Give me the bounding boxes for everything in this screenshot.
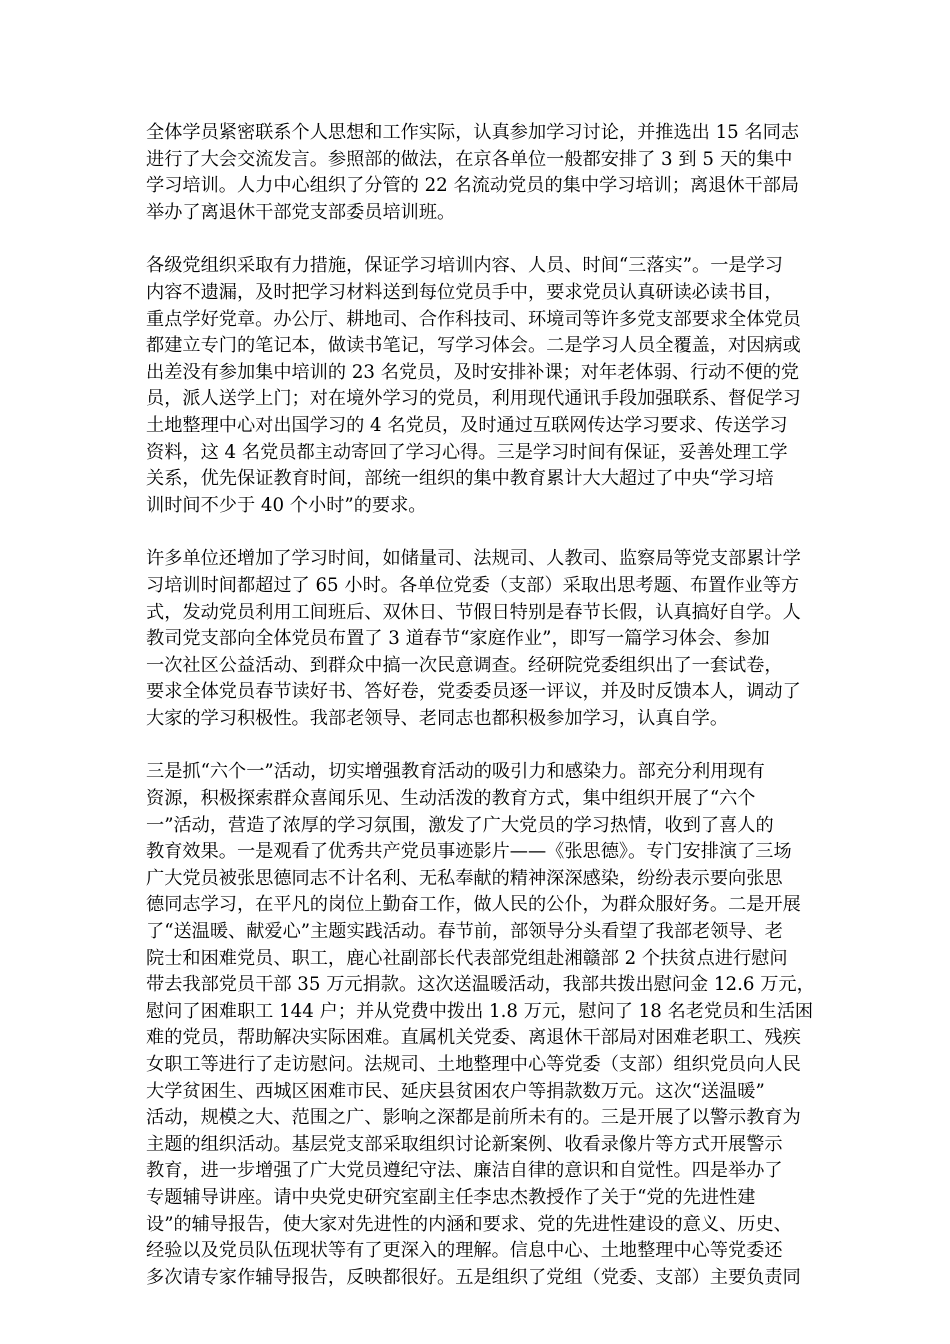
paragraph-line: 关系，优先保证教育时间，部统一组织的集中教育累计大大超过了中央“学习培 — [146, 468, 774, 490]
paragraph-line: 了“送温暖、献爱心”主题实践活动。春节前，部领导分头看望了我部老领导、老 — [146, 921, 783, 943]
paragraph-line: 活动，规模之大、范围之广、影响之深都是前所未有的。三是开展了以警示教育为 — [146, 1107, 801, 1129]
paragraph-line: 院士和困难党员、职工，鹿心社副部长代表部党组赴湘赣部 2 个扶贫点进行慰问 — [146, 947, 788, 969]
paragraph-line: 资源，积极探索群众喜闻乐见、生动活泼的教育方式，集中组织开展了“六个 — [146, 788, 756, 810]
paragraph-line: 教育，进一步增强了广大党员遵纪守法、廉洁自律的意识和自觉性。四是举办了 — [146, 1160, 783, 1182]
paragraph-line: 带去我部党员干部 35 万元捐款。这次送温暖活动，我部共拨出慰问金 12.6 万元， — [146, 974, 815, 996]
paragraph-line: 都建立专门的笔记本，做读书笔记，写学习体会。二是学习人员全覆盖，对因病或 — [146, 335, 801, 357]
paragraph-line: 要求全体党员春节读好书、答好卷，党委委员逐一评议，并及时反馈本人，调动了 — [146, 681, 801, 703]
document-body — [146, 120, 815, 1318]
paragraph-2 — [146, 253, 810, 519]
paragraph-line: 慰问了困难职工 144 户；并从党费中拨出 1.8 万元，慰问了 18 名老党员和生活困 — [146, 1000, 814, 1022]
paragraph-line: 一”活动，营造了浓厚的学习氛围，激发了广大党员的学习热情，收到了喜人的 — [146, 814, 774, 836]
paragraph-line: 难的党员，帮助解决实际困难。直属机关党委、离退休干部局对困难老职工、残疾 — [146, 1027, 801, 1049]
paragraph-line: 大学贫困生、西城区困难市民、延庆县贫困农户等捐款数万元。这次“送温暖” — [146, 1080, 765, 1102]
paragraph-1 — [146, 120, 810, 226]
paragraph-line: 员，派人送学上门；对在境外学习的党员，利用现代通讯手段加强联系、督促学习 — [146, 388, 801, 410]
paragraph-line: 主题的组织活动。基层党支部采取组织讨论新案例、收看录像片等方式开展警示 — [146, 1133, 783, 1155]
paragraph-line: 一次社区公益活动、到群众中搞一次民意调查。经研院党委组织出了一套试卷， — [146, 654, 783, 676]
paragraph-line: 经验以及党员队伍现状等有了更深入的理解。信息中心、土地整理中心等党委还 — [146, 1240, 783, 1262]
paragraph-line: 三是抓“六个一”活动，切实增强教育活动的吸引力和感染力。部充分利用现有 — [146, 761, 765, 783]
paragraph-line: 德同志学习，在平凡的岗位上勤奋工作，做人民的公仆，为群众服好务。二是开展 — [146, 894, 801, 916]
paragraph-3 — [146, 546, 810, 732]
paragraph-line: 大家的学习积极性。我部老领导、老同志也都积极参加学习，认真自学。 — [146, 707, 729, 729]
paragraph-line: 进行了大会交流发言。参照部的做法，在京各单位一般都安排了 3 到 5 天的集中 — [146, 148, 793, 170]
paragraph-line: 教司党支部向全体党员布置了 3 道春节“家庭作业”，即写一篇学习体会、参加 — [146, 628, 770, 650]
paragraph-line: 式，发动党员利用工间班后、双休日、节假日特别是春节长假，认真搞好自学。人 — [146, 601, 801, 623]
paragraph-line: 内容不遗漏，及时把学习材料送到每位党员手中，要求党员认真研读必读书目， — [146, 281, 783, 303]
paragraph-line: 许多单位还增加了学习时间，如储量司、法规司、人教司、监察局等党支部累计学 — [146, 548, 801, 570]
paragraph-line: 广大党员被张思德同志不计名利、无私奉献的精神深深感染，纷纷表示要向张思 — [146, 867, 783, 889]
paragraph-line: 教育效果。一是观看了优秀共产党员事迹影片——《张思德》。专门安排演了三场 — [146, 841, 792, 863]
paragraph-line: 出差没有参加集中培训的 23 名党员，及时安排补课；对年老体弱、行动不便的党 — [146, 361, 800, 383]
paragraph-line: 土地整理中心对出国学习的 4 名党员，及时通过互联网传达学习要求、传送学习 — [146, 414, 788, 436]
paragraph-line: 专题辅导讲座。请中央党史研究室副主任李忠杰教授作了关于“党的先进性建 — [146, 1186, 756, 1208]
paragraph-line: 习培训时间都超过了 65 小时。各单位党委（支部）采取出思考题、布置作业等方 — [146, 574, 800, 596]
paragraph-line: 训时间不少于 40 个小时”的要求。 — [146, 494, 427, 516]
paragraph-line: 全体学员紧密联系个人思想和工作实际，认真参加学习讨论，并推选出 15 名同志 — [146, 122, 800, 143]
paragraph-4 — [146, 759, 815, 1291]
paragraph-line: 多次请专家作辅导报告，反映都很好。五是组织了党组（党委、支部）主要负责同 — [146, 1266, 801, 1288]
paragraph-line: 资料，这 4 名党员都主动寄回了学习心得。三是学习时间有保证，妥善处理工学 — [146, 441, 788, 463]
paragraph-line: 女职工等进行了走访慰问。法规司、土地整理中心等党委（支部）组织党员向人民 — [146, 1054, 801, 1075]
paragraph-line: 重点学好党章。办公厅、耕地司、合作科技司、环境司等许多党支部要求全体党员 — [146, 308, 801, 330]
paragraph-line: 举办了离退休干部党支部委员培训班。 — [146, 201, 456, 223]
paragraph-line: 各级党组织采取有力措施，保证学习培训内容、人员、时间“三落实”。一是学习 — [146, 255, 783, 277]
paragraph-line: 设”的辅导报告，使大家对先进性的内涵和要求、党的先进性建设的意义、历史、 — [146, 1213, 792, 1235]
paragraph-line: 学习培训。人力中心组织了分管的 22 名流动党员的集中学习培训；离退休干部局 — [146, 175, 800, 197]
